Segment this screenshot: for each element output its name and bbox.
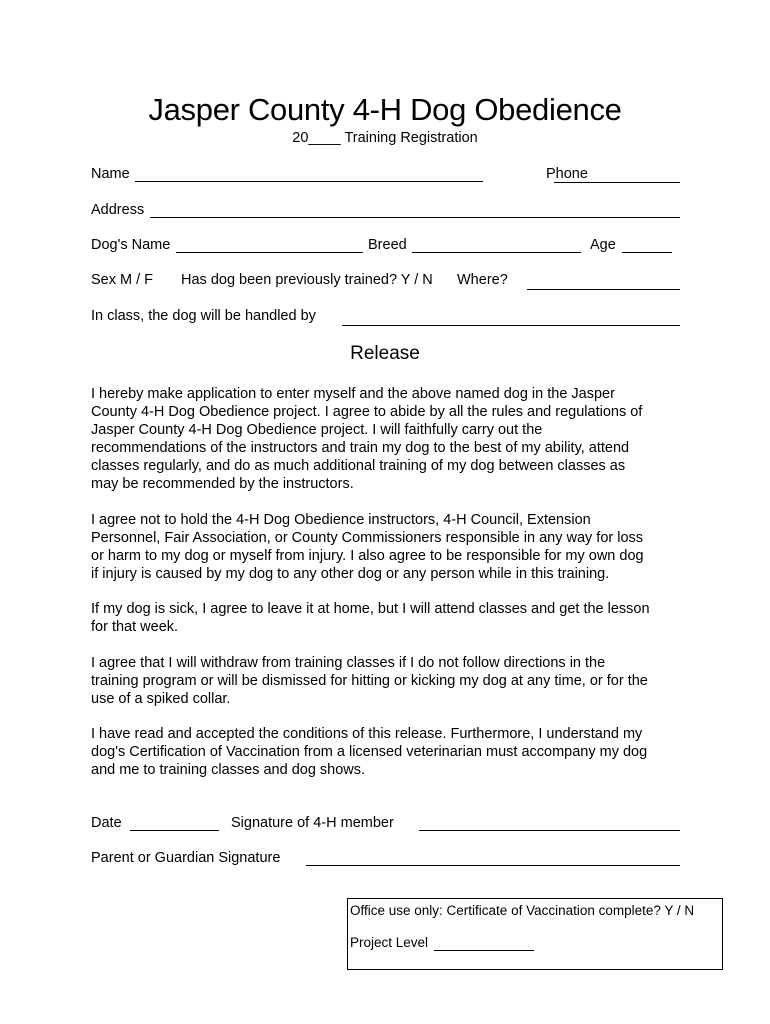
handler-field[interactable] bbox=[342, 325, 680, 326]
address-label: Address bbox=[91, 202, 145, 218]
release-paragraph-5 bbox=[91, 725, 691, 779]
trained-label[interactable]: Has dog been previously trained? Y / N bbox=[181, 272, 433, 288]
member-signature-label: Signature of 4-H member bbox=[231, 815, 394, 831]
handler-label: In class, the dog will be handled by bbox=[91, 308, 316, 324]
text-line: classes regularly, and do as much additional training of my dog between classes as bbox=[91, 458, 626, 474]
text-line: I have read and accepted the conditions of this release. Furthermore, I understand my bbox=[91, 726, 643, 742]
text-line: If my dog is sick, I agree to leave it at home, but I will attend classes and get the lesson bbox=[91, 601, 650, 617]
breed-field[interactable] bbox=[412, 252, 581, 253]
project-level-label: Project Level bbox=[350, 935, 429, 950]
phone-field[interactable] bbox=[554, 182, 680, 183]
text-line: if injury is caused by my dog to any other dog or any person while in this training. bbox=[91, 566, 610, 582]
address-field[interactable] bbox=[150, 217, 680, 218]
text-line: and me to training classes and dog shows. bbox=[91, 762, 366, 778]
sex-label[interactable]: Sex M / F bbox=[91, 272, 154, 288]
text-line: may be recommended by the instructors. bbox=[91, 476, 354, 492]
release-paragraph-4 bbox=[91, 654, 691, 708]
text-line: I agree not to hold the 4-H Dog Obedience instructors, 4-H Council, Extension bbox=[91, 512, 591, 528]
release-paragraph-1 bbox=[91, 385, 691, 493]
phone-label: Phone bbox=[546, 166, 588, 182]
dog-name-label: Dog's Name bbox=[91, 237, 171, 253]
release-heading: Release bbox=[350, 343, 420, 364]
text-line: Jasper County 4-H Dog Obedience project. I will faithfully carry out the bbox=[91, 422, 543, 438]
text-line: use of a spiked collar. bbox=[91, 691, 231, 707]
member-signature-field[interactable] bbox=[419, 830, 680, 831]
text-line: I hereby make application to enter myself and the above named dog in the Jasper bbox=[91, 386, 615, 402]
where-field[interactable] bbox=[527, 289, 680, 290]
office-use-box bbox=[347, 898, 723, 970]
age-field[interactable] bbox=[622, 252, 672, 253]
release-paragraph-2 bbox=[91, 511, 691, 583]
release-paragraph-3 bbox=[91, 600, 691, 636]
date-field[interactable] bbox=[130, 830, 219, 831]
text-line: for that week. bbox=[91, 619, 179, 635]
form-subtitle: 20____ Training Registration bbox=[292, 130, 478, 146]
age-label: Age bbox=[590, 237, 616, 253]
name-field[interactable] bbox=[135, 181, 483, 182]
text-line: County 4-H Dog Obedience project. I agree to abide by all the rules and regulations of bbox=[91, 404, 643, 420]
where-label: Where? bbox=[457, 272, 508, 288]
text-line: Personnel, Fair Association, or County Commissioners responsible in any way for loss bbox=[91, 530, 644, 546]
date-label: Date bbox=[91, 815, 122, 831]
form-title: Jasper County 4-H Dog Obedience bbox=[148, 92, 622, 127]
name-label: Name bbox=[91, 166, 130, 182]
text-line: dog's Certification of Vaccination from a licensed veterinarian must accompany my dog bbox=[91, 744, 648, 760]
vaccination-check-label[interactable]: Office use only: Certificate of Vaccination complete? Y / N bbox=[350, 903, 695, 918]
text-line: I agree that I will withdraw from training classes if I do not follow directions in the bbox=[91, 655, 606, 671]
text-line: recommendations of the instructors and train my dog to the best of my ability, attend bbox=[91, 440, 630, 456]
dog-name-field[interactable] bbox=[176, 252, 363, 253]
text-line: or harm to my dog or myself from injury. I also agree to be responsible for my own dog bbox=[91, 548, 644, 564]
text-line: training program or will be dismissed for hitting or kicking my dog at any time, or for the bbox=[91, 673, 648, 689]
project-level-field[interactable] bbox=[434, 950, 534, 951]
guardian-signature-label: Parent or Guardian Signature bbox=[91, 850, 281, 866]
breed-label: Breed bbox=[368, 237, 407, 253]
guardian-signature-field[interactable] bbox=[306, 865, 680, 866]
